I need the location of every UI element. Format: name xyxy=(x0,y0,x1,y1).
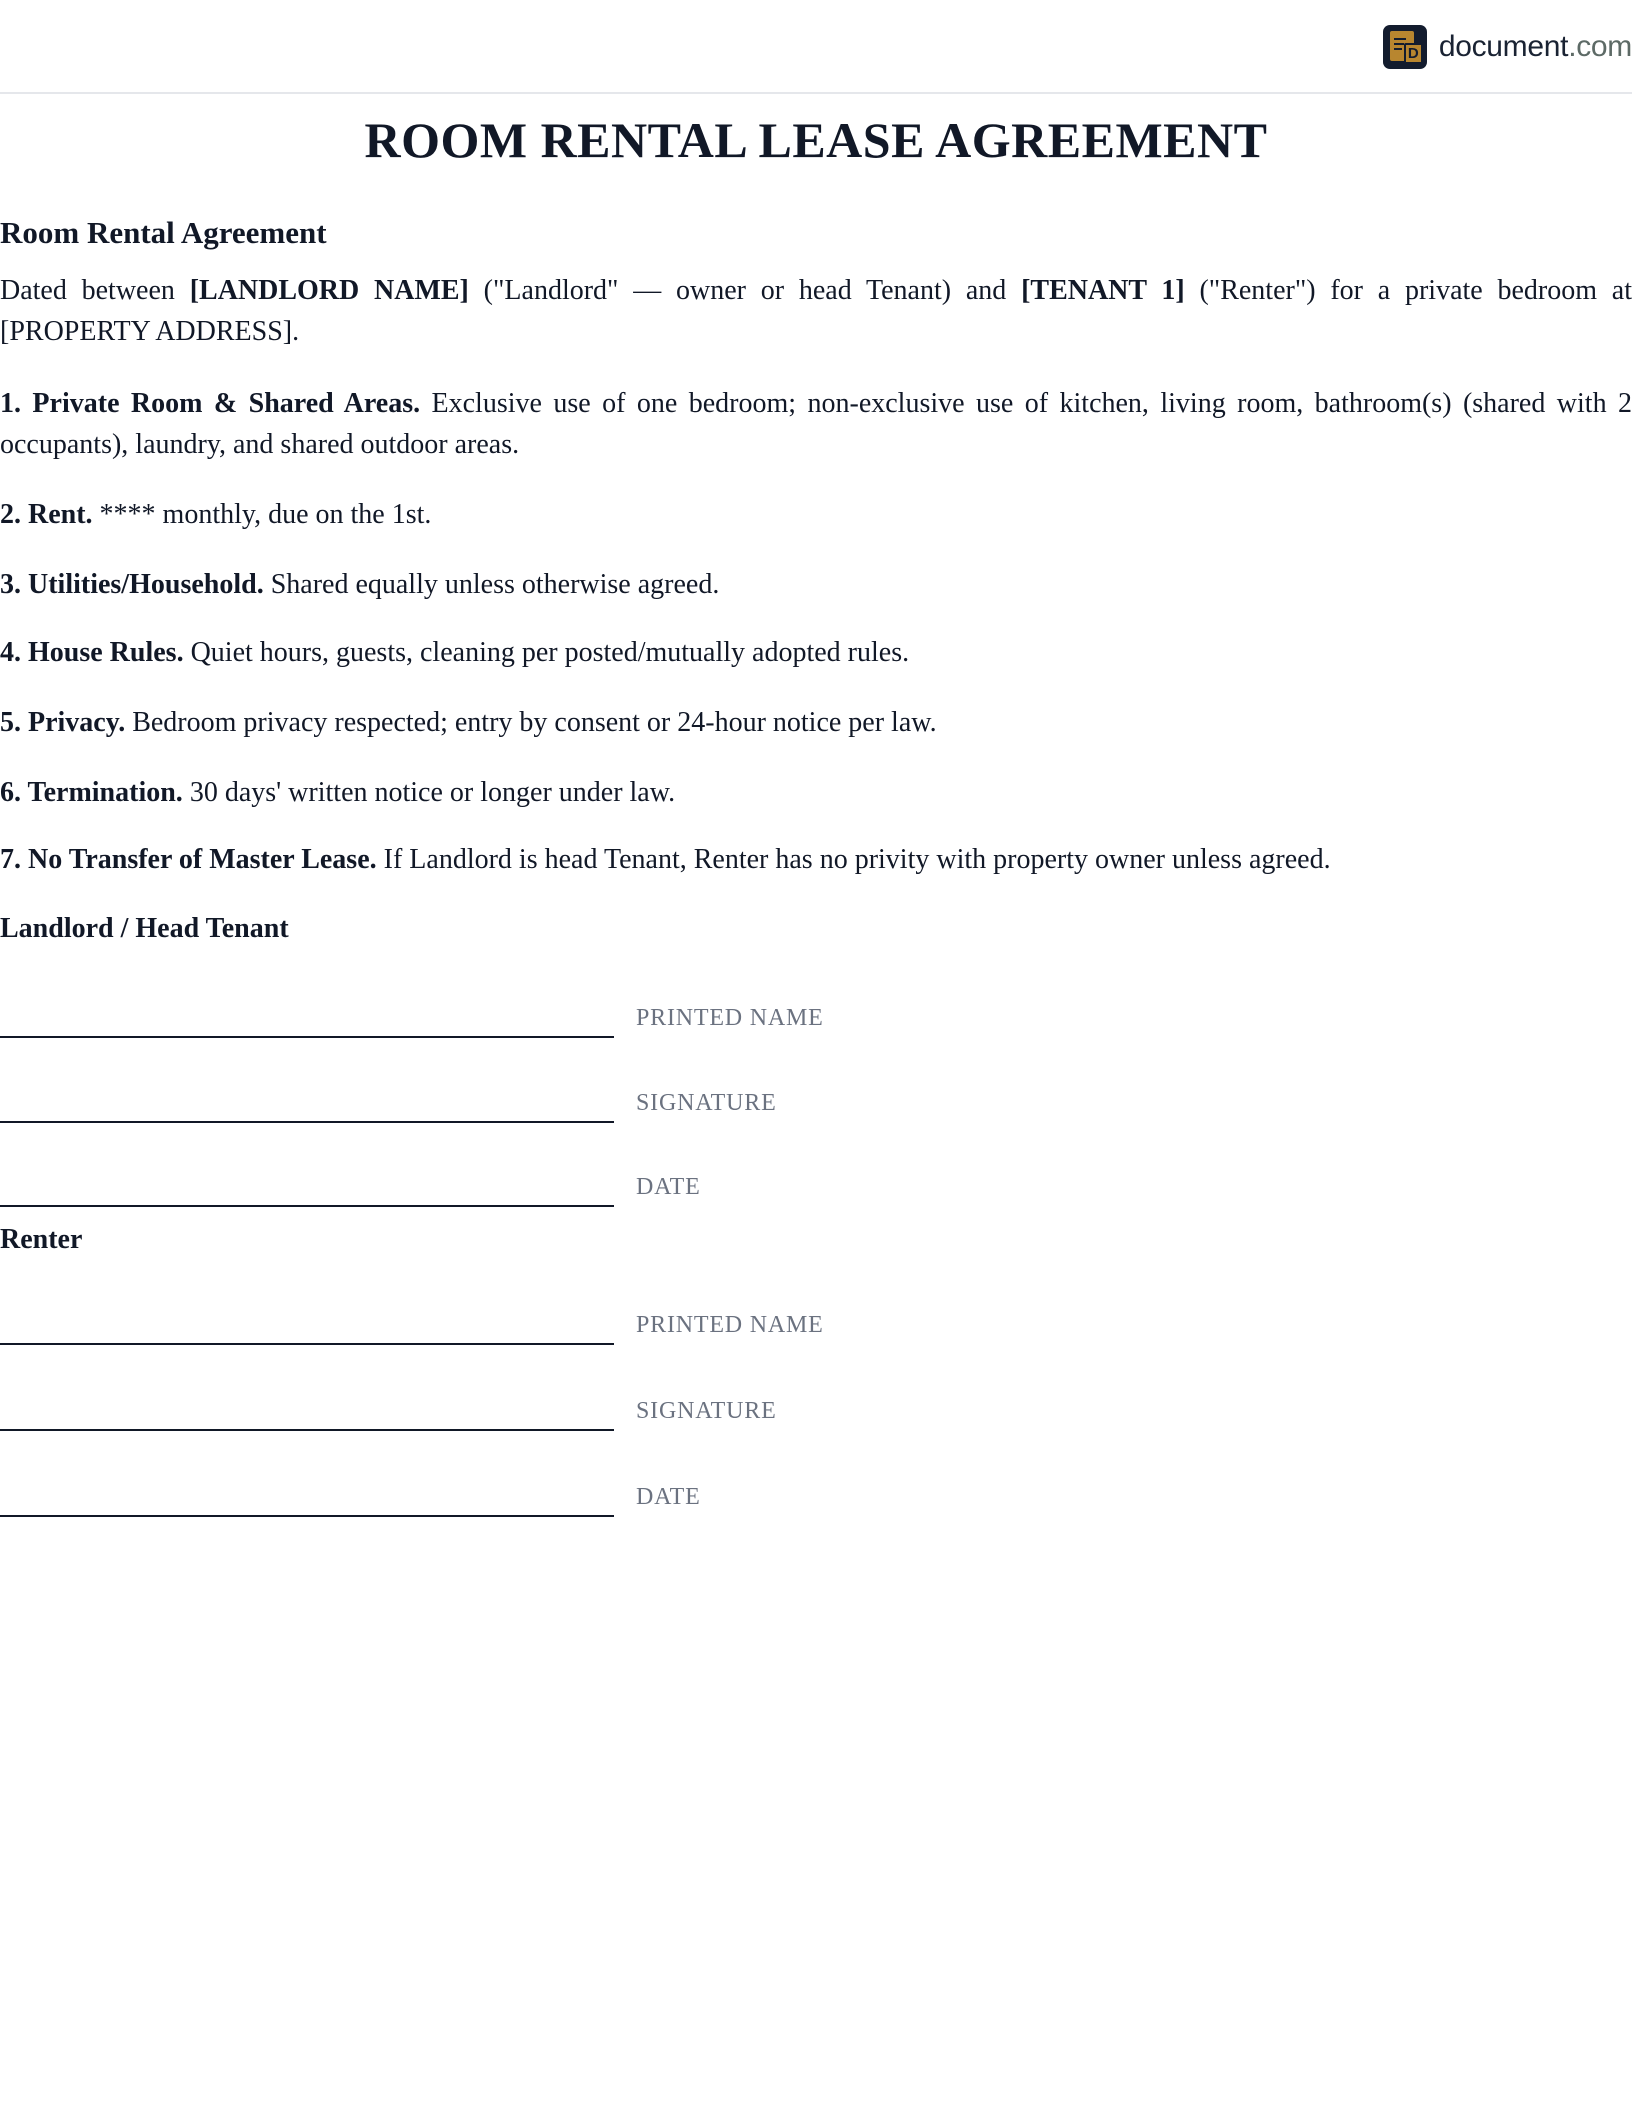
renter-date-field[interactable] xyxy=(0,1477,900,1517)
signature-line[interactable] xyxy=(0,1343,614,1345)
field-label: PRINTED NAME xyxy=(636,1312,824,1338)
field-label: SIGNATURE xyxy=(636,1090,777,1116)
landlord-date-field[interactable] xyxy=(0,1167,900,1207)
clause-6: 6. Termination. 30 days' written notice or longer under law. xyxy=(0,777,676,808)
signature-line[interactable] xyxy=(0,1036,614,1038)
landlord-printed-name-field[interactable] xyxy=(0,998,900,1038)
renter-signature-heading: Renter xyxy=(0,1224,83,1255)
clause-7: 7. No Transfer of Master Lease. If Landlord is head Tenant, Renter has no privity with property owner unless agreed. xyxy=(0,844,1331,875)
field-label: PRINTED NAME xyxy=(636,1005,824,1031)
brand-logo-link[interactable] xyxy=(1383,25,1632,69)
tenant-placeholder: [TENANT 1] xyxy=(1021,275,1185,306)
document-title: ROOM RENTAL LEASE AGREEMENT xyxy=(364,112,1268,168)
clause-4: 4. House Rules. Quiet hours, guests, cleaning per posted/mutually adopted rules. xyxy=(0,637,910,668)
brand-name: document.com xyxy=(1438,30,1632,63)
clause-2: 2. Rent. **** monthly, due on the 1st. xyxy=(0,499,432,530)
signature-line[interactable] xyxy=(0,1121,614,1123)
landlord-signature-heading: Landlord / Head Tenant xyxy=(0,913,289,944)
document-logo-icon: D xyxy=(1383,25,1427,69)
landlord-placeholder: [LANDLORD NAME] xyxy=(189,275,469,306)
renter-printed-name-field[interactable] xyxy=(0,1305,900,1345)
field-label: SIGNATURE xyxy=(636,1398,777,1424)
clause-5: 5. Privacy. Bedroom privacy respected; entry by consent or 24-hour notice per law. xyxy=(0,707,937,738)
signature-line[interactable] xyxy=(0,1515,614,1517)
renter-signature-field[interactable] xyxy=(0,1391,900,1431)
section-heading: Room Rental Agreement xyxy=(0,215,327,250)
top-bar xyxy=(0,0,1632,94)
clause-3: 3. Utilities/Household. Shared equally unless otherwise agreed. xyxy=(0,569,720,600)
signature-line[interactable] xyxy=(0,1429,614,1431)
landlord-signature-field[interactable] xyxy=(0,1083,900,1123)
field-label: DATE xyxy=(636,1484,701,1510)
clause-1: 1. Private Room & Shared Areas. Exclusive use of one bedroom; non-exclusive use of kitchen, living room, bathroom(s) (shared with 2 occupants), laundry, and shared outdoor areas. xyxy=(0,388,1632,460)
intro-paragraph: Dated between [LANDLORD NAME] ("Landlord" — owner or head Tenant) and [TENANT 1] ("Renter") for a private bedroom at [PROPERTY ADDRESS]. xyxy=(0,275,1632,347)
field-label: DATE xyxy=(636,1174,701,1200)
signature-line[interactable] xyxy=(0,1205,614,1207)
